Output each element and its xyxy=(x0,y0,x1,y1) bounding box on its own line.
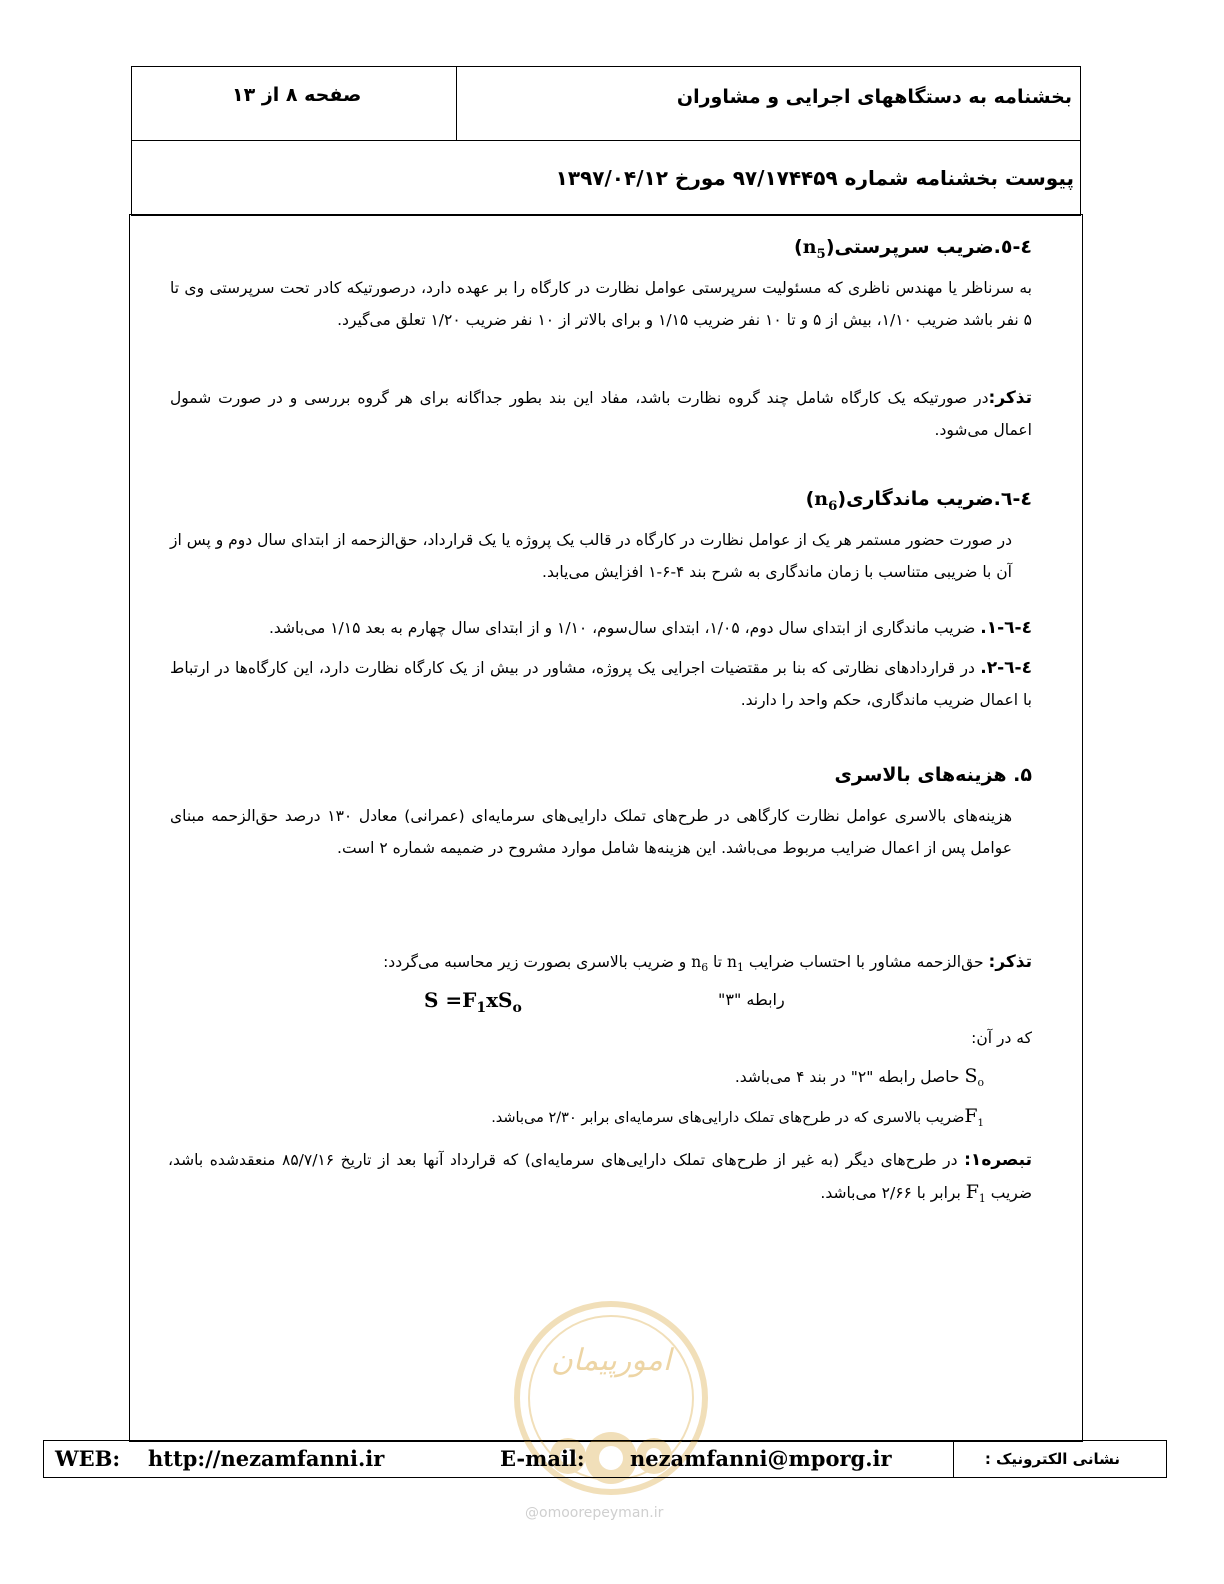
where-label: که در آن: xyxy=(971,1029,1032,1047)
section-5-heading: ۵. هزینه‌های بالاسری xyxy=(834,764,1032,786)
section-5-note: تذکر: حق‌الزحمه مشاور با احتساب ضرایب $n_1$ تا $n_6$ و ضریب بالاسری بصورت زیر محاسبه می‌گردد: xyxy=(383,952,1032,975)
watermark-logo-text: امورپیمان xyxy=(550,1343,672,1378)
footer-web-link[interactable]: http://nezamfanni.ir xyxy=(148,1446,385,1471)
page-number: صفحه ۸ از ۱۳ xyxy=(232,84,362,106)
so-definition: $S_o$ حاصل رابطه "۲" در بند ۴ می‌باشد. xyxy=(734,1065,984,1090)
footer-address-label: نشانی الکترونیک : xyxy=(984,1450,1120,1468)
section-4-6-heading: ٤-٦.ضریب $ماندگاری(n_6)$ xyxy=(805,488,1032,514)
formula: $S =F_1xS_o$ xyxy=(424,988,522,1016)
footer-email-link[interactable]: nezamfanni@mporg.ir xyxy=(630,1446,892,1471)
footer-web-label: WEB: xyxy=(55,1446,121,1471)
header-divider xyxy=(131,140,1081,141)
section-4-5-note: تذکر:در صورتیکه یک کارگاه شامل چند گروه نظارت باشد، مفاد این بند بطور جداگانه برای هر گروه بررسی و در صورت شمول اعمال می‌شود. xyxy=(170,388,1032,439)
header-title: بخشنامه به دستگاههای اجرایی و مشاوران xyxy=(676,86,1072,108)
section-4-6-1-item: ٤-٦-١. ضریب ماندگاری از ابتدای سال دوم، ۱/۰۵، ابتدای سال‌سوم، ۱/۱۰ و از ابتدای سال چهارم به بعد ۱/۱۵ می‌باشد. xyxy=(268,618,1032,638)
header-subtitle: پیوست بخشنامه شماره ۹۷/۱۷۴۴۵۹ مورخ ۱۳۹۷/۰۴/۱۲ xyxy=(555,166,1074,190)
watermark-url: @omoorepeyman.ir xyxy=(525,1505,664,1521)
section-4-6-2-item: ٤-٦-٢. در قراردادهای نظارتی که بنا بر مقتضیات اجرایی یک پروژه، مشاور در بیش از یک کارگاه نظارت دارد، این کارگاه‌ها در ارتباط با اعمال ضریب ماندگاری، حکم واحد را دارند. xyxy=(170,658,1032,709)
f1-definition: $F_1ضریب$ بالاسری که در طرح‌های تملک دارایی‌های سرمایه‌ای برابر ۲/۳۰ می‌باشد. xyxy=(491,1105,984,1129)
section-4-5-heading: ٤-٥.ضریب $سرپرستی(n_5)$ xyxy=(794,236,1032,262)
header-divider xyxy=(456,66,457,140)
formula-label: رابطه "۳" xyxy=(718,990,785,1009)
section-5-paragraph: هزینه‌های بالاسری عوامل نظارت کارگاهی در طرح‌های تملک دارایی‌های سرمایه‌ای (عمرانی) معادل ۱۳۰ درصد حق‌الزحمه مبنای عوامل پس از اعمال ضرایب مربوط می‌باشد. این هزینه‌ها شامل موارد مشروح در ضمیمه شماره ۲ است. xyxy=(170,807,1013,857)
footer-email-label: E-mail: xyxy=(500,1446,585,1471)
section-4-5-paragraph: به سرناظر یا مهندس ناظری که مسئولیت سرپرستی عوامل نظارت در کارگاه را بر عهده دارد، درصورتیکه کادر تحت سرپرستی وی تا ۵ نفر باشد ضریب ۱/۱۰، بیش از ۵ و تا ۱۰ نفر ضریب ۱/۱۵ و برای بالاتر از ۱۰ نفر ضریب ۱/۲۰ تعلق می‌گیرد. xyxy=(170,279,1032,329)
remark-1: تبصره۱: در طرح‌های دیگر (به غیر از طرح‌های تملک دارایی‌های سرمایه‌ای) که قرارداد آنها بعد از تاریخ ۸۵/۷/۱۶ منعقدشده باشد، ضریب $F_1$ برابر با ۲/۶۶ می‌باشد. xyxy=(168,1150,1032,1206)
footer-divider xyxy=(953,1440,954,1478)
section-4-6-paragraph: در صورت حضور مستمر هر یک از عوامل نظارت در کارگاه در قالب یک پروژه یا یک قرارداد، حق‌الزحمه از ابتدای سال دوم و پس از آن با ضریبی متناسب با زمان ماندگاری به شرح بند ۴-۶-۱ افزایش می‌یابد. xyxy=(170,531,1012,581)
